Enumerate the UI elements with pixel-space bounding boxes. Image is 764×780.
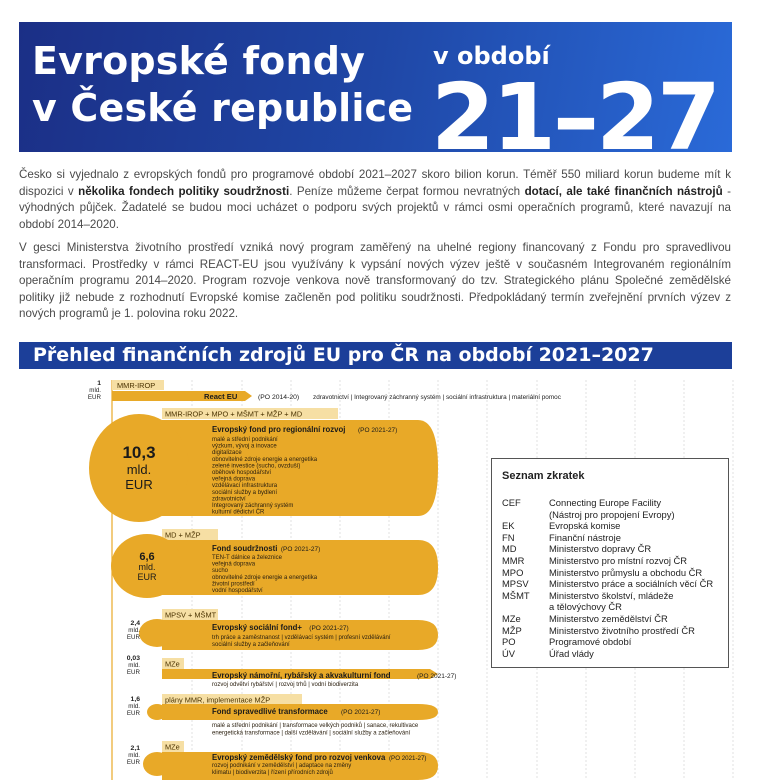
fund-detail: malé a střední podnikání | transformace velkých podniků | sanace, rekultivace: [212, 723, 419, 729]
legend-code: FN: [502, 531, 515, 543]
fund-amount: 2,4: [130, 620, 140, 627]
legend-name: Ministerstvo práce a sociálních věcí ČR: [549, 578, 714, 590]
legend-code: CEF: [502, 497, 521, 508]
fund-unit: EUR: [126, 634, 140, 641]
amount-blob: [139, 619, 175, 647]
intro-paragraph-2: V gesci Ministerstva životního prostředí vzniká nový program zaměřený na uhelné regiony financovaný z Fondu pro spravedlivou transformaci. Prostředky v rámci REACT-EU jsou využívány k vypsání nových výzev ještě v současném Integrovaném regionálním operačním programu 2014–2020. Program rozvoje venkova nově transformovaný do tzv. Strategického plánu Společné zemědělské politiky již nebude z rozhodnutí Evropské komise začleněn pod politiku soudržnosti. Předpokládaný termín zveřejnění prvních výzev z nových programů je 1. polovina roku 2022.: [19, 241, 731, 320]
legend-name: a tělovýchovy ČR: [549, 601, 622, 613]
legend-code: EK: [502, 520, 515, 532]
legend-code: MMR: [502, 555, 525, 566]
fund-detail: oběhové hospodářství: [212, 470, 272, 476]
fund-detail: kulturní dědictví ČR: [212, 509, 265, 516]
legend-title: Seznam zkratek: [502, 470, 585, 482]
legend-name: (Nástroj pro propojení Evropy): [549, 508, 675, 520]
fund-title: Fond spravedlivé transformace: [212, 707, 328, 716]
manager-label: MD + MŽP: [165, 530, 201, 540]
fund-title: Evropský námořní, rybářský a akvakulturní fond: [212, 671, 391, 680]
legend-name: Programové období: [549, 636, 632, 648]
fund-unit: mld.: [128, 752, 140, 759]
fund-detail: obnovitelné zdroje energie a energetika: [212, 456, 318, 463]
fund-unit: mld.: [138, 562, 156, 572]
legend-code: MPSV: [502, 578, 529, 590]
fund-title: Evropský fond pro regionální rozvoj: [212, 425, 346, 434]
fund-detail: veřejná doprava: [212, 561, 256, 568]
fund-title: Fond soudržnosti: [212, 544, 278, 553]
fund-unit: EUR: [137, 572, 157, 582]
fund-unit: EUR: [126, 669, 140, 676]
section-title: Přehled finančních zdrojů EU pro ČR na období 2021–2027: [19, 342, 732, 369]
intro-bold-phrase: několika fondech politiky soudržnosti: [78, 184, 290, 198]
legend-name: Úřad vlády: [549, 647, 594, 659]
legend-name: Ministerstvo zemědělství ČR: [549, 613, 668, 624]
manager-label: MZe: [165, 742, 180, 752]
fund-detail: TEN-T dálnice a železnice: [212, 555, 282, 561]
legend-name: Ministerstvo životního prostředí ČR: [549, 624, 695, 636]
fund-period: (PO 2021-27): [341, 709, 381, 716]
fund-detail: rozvoj podnikání v zemědělství | adaptace na změny: [212, 763, 352, 769]
banner-title-line1: Evropské fondy: [32, 39, 366, 83]
amount-blob: [143, 752, 171, 776]
fund-detail: veřejná doprava: [212, 476, 256, 483]
fund-detail: zdravotnictví | Integrovaný záchranný systém | sociální infrastruktura | materiální pomoc: [313, 394, 561, 401]
fund-unit: mld.: [128, 703, 140, 710]
legend-code: PO: [502, 636, 516, 648]
fund-detail: sucho: [212, 568, 229, 575]
fund-detail: sociální služby a začleňování: [212, 642, 290, 648]
intro-text-run: - výhodných půjček. Žadatelé se budou moci ucházet o podporu svých projektů v rámci osmi operačních programů, které navazují na období 2014–2020.: [19, 184, 731, 231]
fund-detail: zelené investice (sucho, ovzduší): [212, 463, 301, 470]
fund-period: (PO 2021-27): [357, 427, 398, 434]
fund-unit: mld.: [128, 627, 140, 634]
fund-detail: trh práce a zaměstnanost | vzdělávací systém | profesní vzdělávání: [212, 635, 391, 641]
intro-text-run: . Peníze můžeme čerpat formou nevratných: [289, 184, 525, 198]
fund-unit: EUR: [126, 710, 140, 717]
fund-period: (PO 2021-27): [417, 673, 457, 680]
fund-detail: Integrovaný záchranný systém: [212, 503, 294, 509]
fund-amount: 6,6: [139, 551, 155, 563]
intro-text-run: Česko si vyjednalo z evropských fondů pro programové období 2021–2027 skoro bilion korun. Téměř 550 miliard korun budeme mít k dispozici v: [19, 168, 731, 198]
banner-title-line2: v České republice: [32, 86, 414, 130]
fund-unit: EUR: [126, 759, 140, 766]
fund-period: (PO 2021-27): [280, 546, 321, 553]
banner-years: 21–27: [431, 64, 719, 152]
legend-code: MPO: [502, 566, 524, 578]
fund-detail: životní prostředí: [212, 581, 255, 588]
legend-name: Ministerstvo školství, mládeže: [549, 589, 674, 601]
legend-name: Ministerstvo dopravy ČR: [549, 543, 652, 555]
fund-detail: klimatu | biodiverzita | řízení přírodních zdrojů: [212, 770, 333, 776]
fund-amount: 1: [97, 380, 101, 387]
fund-period: (PO 2014-20): [258, 394, 300, 401]
fund-detail: obnovitelné zdroje energie a energetika: [212, 574, 318, 581]
fund-detail: digitalizace: [212, 450, 242, 457]
fund-title: Evropský sociální fond+: [212, 623, 302, 632]
fund-unit: mld.: [126, 462, 152, 477]
manager-label: MMR-IROP: [117, 381, 156, 390]
intro-bold-phrase: dotací, ale také finančních nástrojů: [524, 184, 723, 198]
manager-label: MPSV + MŠMT: [165, 610, 217, 620]
manager-label: MMR-IROP + MPO + MŠMT + MŽP + MD: [165, 409, 303, 419]
fund-detail: výzkum, vývoj a inovace: [212, 443, 277, 450]
fund-unit: EUR: [87, 394, 101, 401]
fund-amount: 1,6: [130, 696, 140, 703]
fund-detail: zdravotnictví: [212, 496, 246, 503]
fund-detail: malé a střední podnikání: [212, 437, 278, 443]
legend-code: MZe: [502, 613, 521, 624]
manager-label: MZe: [165, 659, 180, 669]
fund-unit: EUR: [125, 477, 153, 492]
legend-code: MŽP: [502, 624, 522, 636]
fund-amount: 0,03: [126, 655, 140, 662]
amount-blob: [147, 704, 167, 720]
fund-period: (PO 2021-27): [389, 755, 427, 762]
fund-detail: sociální služby a bydlení: [212, 489, 278, 496]
fund-detail: energetická transformace | další vzdělávání | sociální služby a začleňování: [212, 730, 411, 737]
fund-unit: mld.: [89, 387, 101, 394]
legend-code: ÚV: [502, 647, 516, 659]
legend-name: Connecting Europe Facility: [549, 497, 662, 508]
fund-title: Evropský zemědělský fond pro rozvoj venkova: [212, 753, 386, 762]
fund-detail: rozvoj odvětví rybářství | rozvoj trhů | vodní biodiverzita: [212, 682, 359, 688]
legend-name: Ministerstvo průmyslu a obchodu ČR: [549, 566, 703, 578]
fund-amount: 10,3: [122, 443, 156, 462]
banner-period-label: v období: [433, 42, 550, 70]
fund-detail: vzdělávací infrastruktura: [212, 483, 278, 490]
legend-name: Ministerstvo pro místní rozvoj ČR: [549, 555, 688, 566]
fund-detail: vodní hospodářství: [212, 588, 263, 594]
abbreviations-legend: [491, 458, 729, 668]
legend-name: Evropská komise: [549, 520, 621, 532]
legend-name: Finanční nástroje: [549, 531, 621, 543]
fund-title: React EU: [204, 392, 238, 401]
legend-code: MD: [502, 543, 517, 555]
legend-code: MŠMT: [502, 589, 530, 601]
fund-amount: 2,1: [130, 745, 140, 752]
fund-unit: mld.: [128, 662, 140, 669]
manager-label: plány MMR, implementace MŽP: [165, 695, 271, 705]
fund-period: (PO 2021-27): [309, 625, 349, 632]
